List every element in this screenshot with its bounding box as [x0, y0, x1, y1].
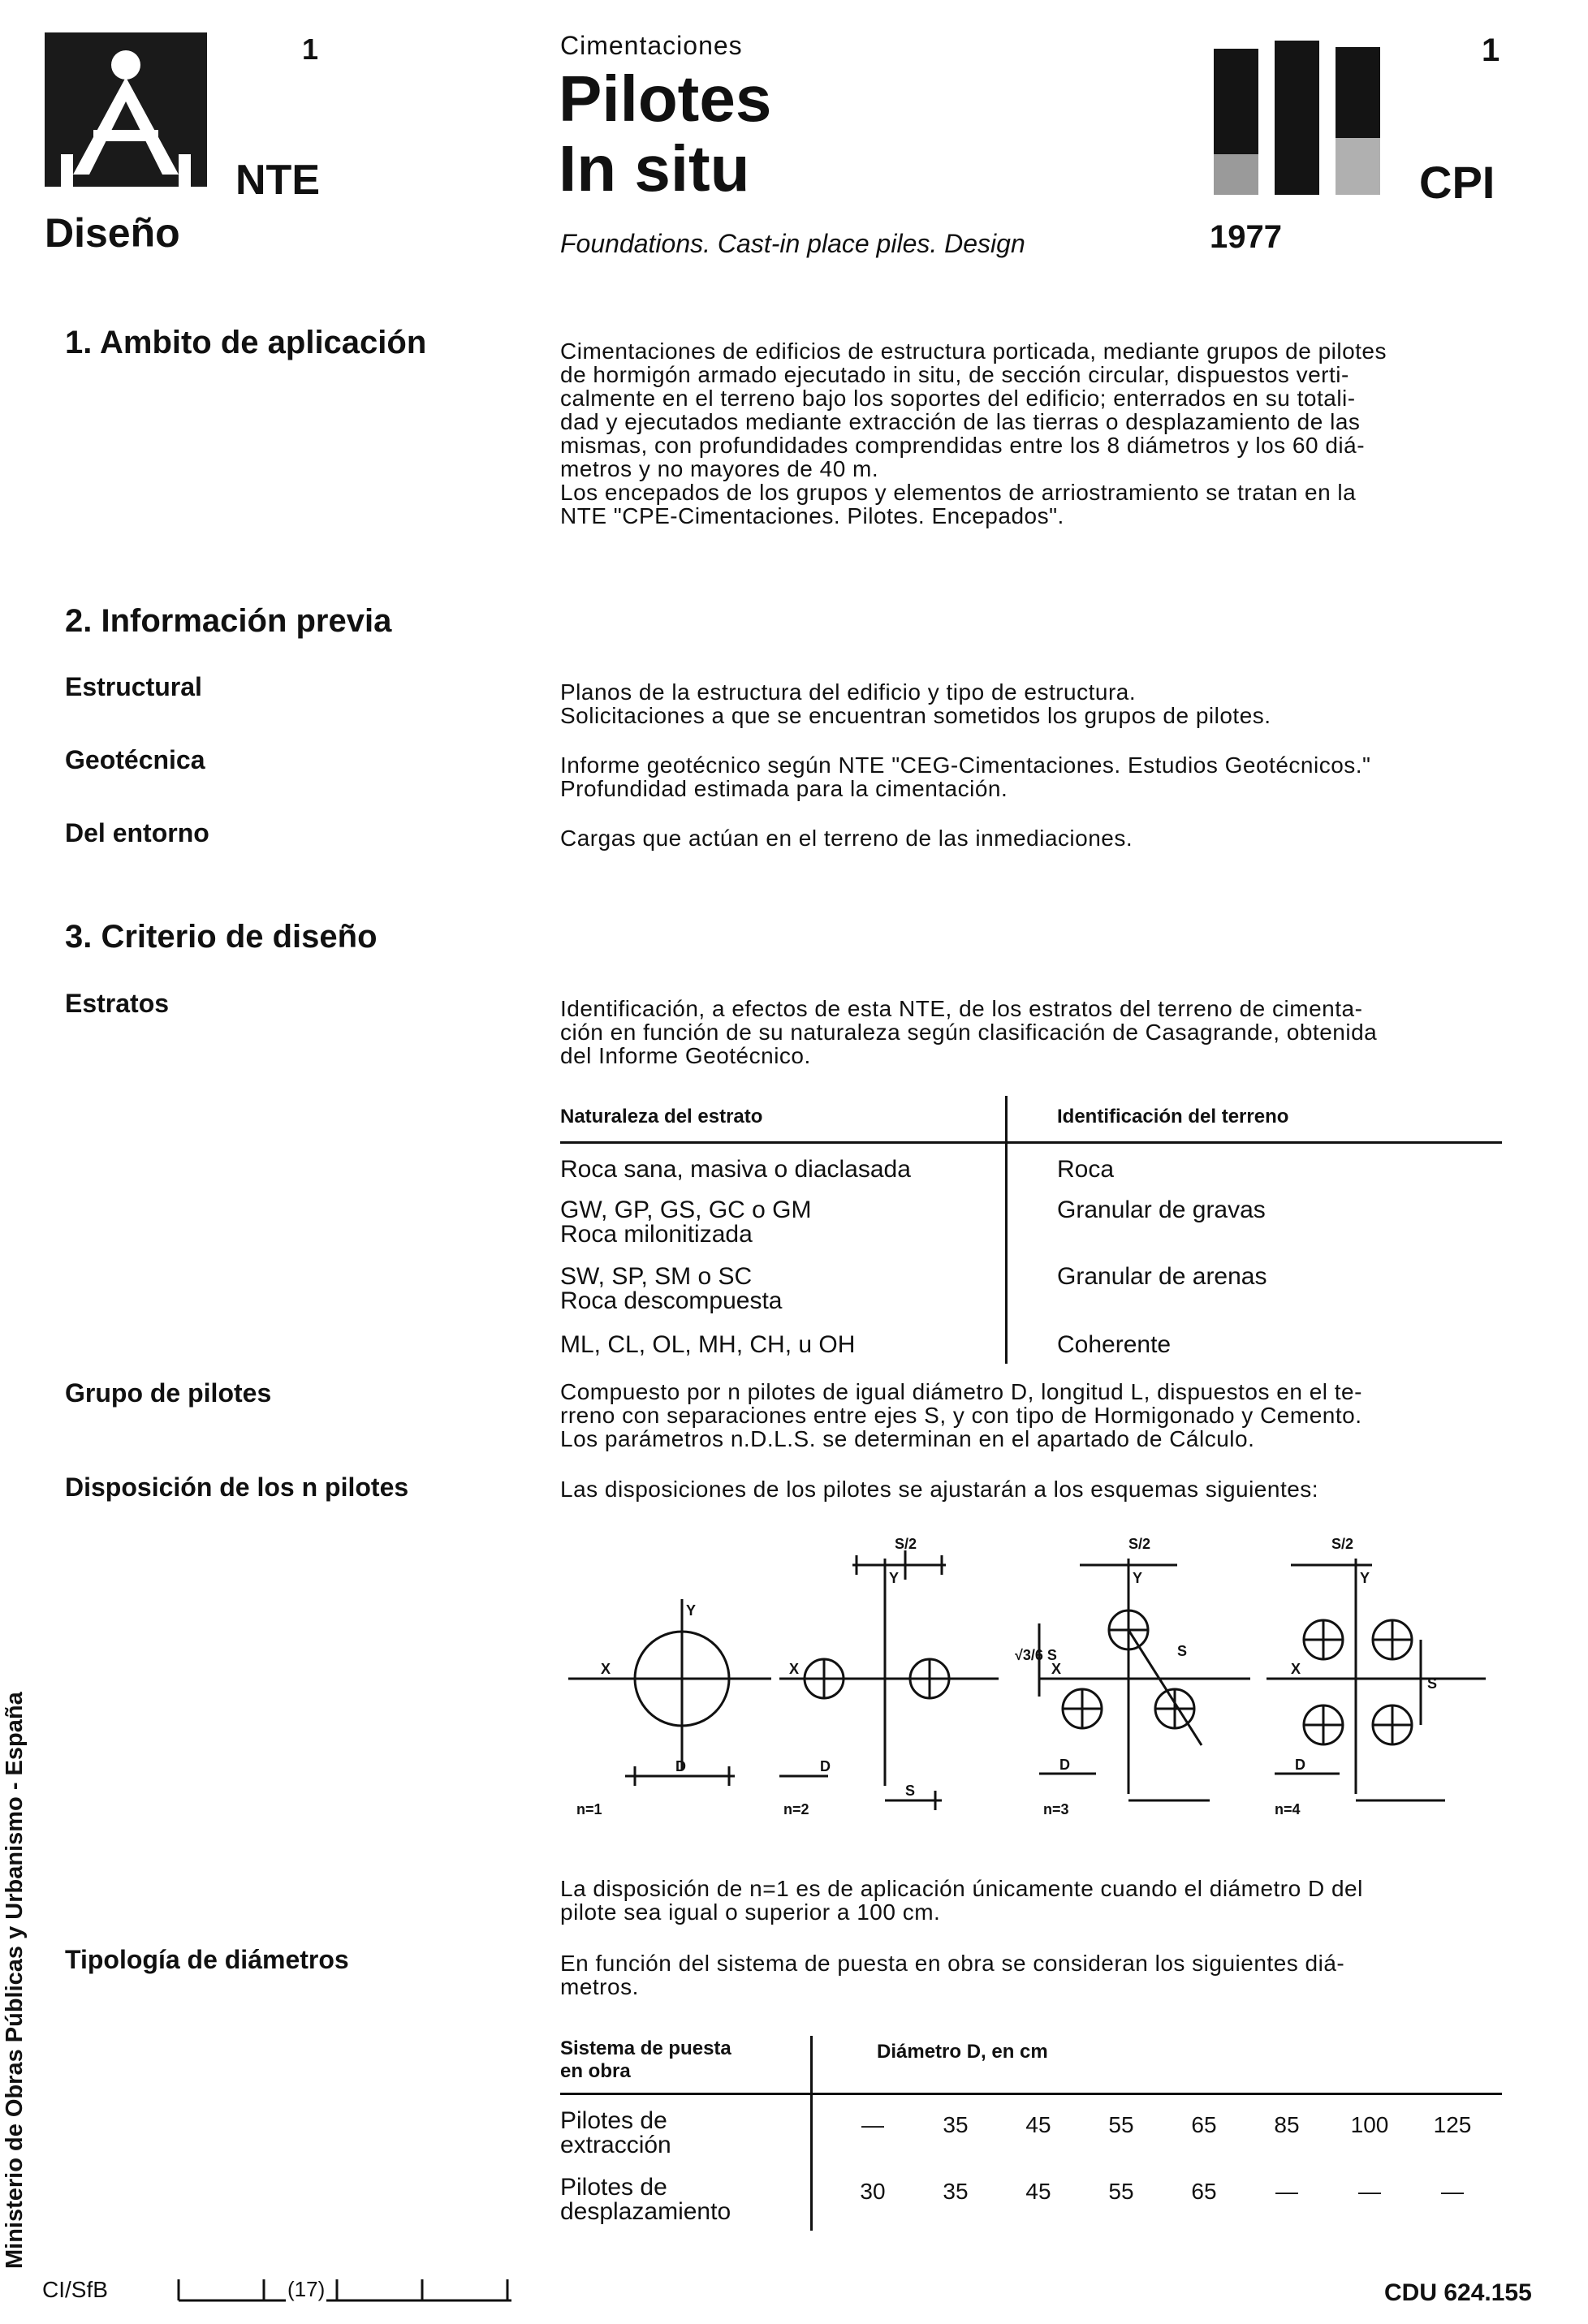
dim-label-d: D	[675, 1758, 686, 1774]
geotecnica-line: Informe geotécnico según NTE "CEG-Cimentaciones. Estudios Geotécnicos."	[560, 752, 1371, 778]
geotecnica-line: Profundidad estimada para la cimentación.	[560, 776, 1008, 801]
s1-line: calmente en el terreno bajo los soportes del edificio; enterrados en su totali-	[560, 386, 1356, 411]
grupo-line: Los parámetros n.D.L.S. se determinan en el apartado de Cálculo.	[560, 1426, 1255, 1451]
axis-label-y: Y	[1360, 1570, 1370, 1586]
entorno-label: Del entorno	[65, 818, 209, 847]
diameter-cell: 65	[1191, 2179, 1217, 2204]
diseno-label: Diseño	[45, 210, 180, 256]
diameter-cell: —	[1441, 2179, 1464, 2204]
sheet-number-right: 1	[1482, 32, 1500, 68]
diameter-cell: 55	[1108, 2179, 1134, 2204]
axis-label-x: X	[1291, 1661, 1301, 1677]
diameter-table	[560, 2036, 1518, 2231]
diagram-n3	[1039, 1559, 1250, 1800]
footer-code-17: (17)	[287, 2277, 326, 2301]
diameter-cell: 30	[860, 2179, 886, 2204]
entorno-text	[560, 826, 1502, 850]
diameter-header-rule	[560, 2093, 1502, 2095]
diameter-header-1b: en obra	[560, 2060, 631, 2082]
year-label: 1977	[1210, 219, 1282, 255]
table-row	[560, 1158, 911, 1182]
category-label: Cimentaciones	[560, 31, 743, 60]
estratos-text	[560, 997, 1502, 1067]
section-2-heading: 2. Información previa	[65, 603, 392, 639]
s1-line: Cimentaciones de edificios de estructura porticada, mediante grupos de pilotes	[560, 338, 1387, 364]
diameter-header-1a: Sistema de puesta	[560, 2037, 731, 2059]
strata-nature: SW, SP, SM o SC	[560, 1263, 753, 1290]
strata-nature-sub: Roca descompuesta	[560, 1287, 783, 1314]
n4-label: n=4	[1275, 1801, 1301, 1817]
footer-cisfb: CI/SfB	[42, 2277, 108, 2302]
diameter-cell: 65	[1191, 2112, 1217, 2137]
diameter-cell: 125	[1433, 2112, 1472, 2137]
diameter-column-rule	[810, 2036, 813, 2231]
dim-label-s2: S/2	[1331, 1536, 1354, 1552]
grupo-line: rreno con separaciones entre ejes S, y con tipo de Hormigonado y Cemento.	[560, 1403, 1362, 1428]
diameter-header-2: Diámetro D, en cm	[877, 2041, 1048, 2063]
note-line: pilote sea igual o superior a 100 cm.	[560, 1899, 941, 1925]
geotecnica-label: Geotécnica	[65, 745, 205, 774]
strata-ident: Granular de arenas	[1057, 1263, 1267, 1290]
diameter-cell: —	[1358, 2179, 1381, 2204]
nte-label: NTE	[235, 157, 320, 204]
disposicion-text: Las disposiciones de los pilotes se ajustarán a los esquemas siguientes:	[560, 1477, 1319, 1502]
strata-nature: GW, GP, GS, GC o GM	[560, 1196, 812, 1223]
estructural-label: Estructural	[65, 672, 202, 701]
diameter-system-sub: extracción	[560, 2132, 671, 2158]
axis-label-x: X	[601, 1661, 611, 1677]
n2-label: n=2	[783, 1801, 809, 1817]
strata-nature: Roca sana, masiva o diaclasada	[560, 1156, 911, 1183]
disposicion-label: Disposición de los n pilotes	[65, 1472, 409, 1502]
diameter-cell: 85	[1274, 2112, 1300, 2137]
estructural-line: Planos de la estructura del edificio y tipo de estructura.	[560, 679, 1137, 705]
diagram-n2	[779, 1550, 999, 1810]
strata-ident: Coherente	[1057, 1331, 1172, 1358]
dim-label-s: S	[905, 1783, 916, 1799]
dim-label-s2: S/2	[1128, 1536, 1151, 1552]
footer-cdu: CDU 624.155	[1384, 2279, 1532, 2306]
n3-label: n=3	[1043, 1801, 1069, 1817]
sheet-number-left: 1	[302, 32, 319, 66]
axis-label-x: X	[789, 1661, 800, 1677]
page-title-line1: Pilotes	[559, 63, 772, 135]
ministry-side-text: Ministerio de Obras Públicas y Urbanismo - España	[2, 1692, 28, 2269]
table-row	[560, 1265, 783, 1313]
diameter-cell: 45	[1025, 2112, 1051, 2137]
cpi-logo	[1210, 41, 1388, 203]
diameter-system: Pilotes de	[560, 2107, 667, 2134]
cpi-code: CPI	[1419, 157, 1495, 208]
estructural-line: Solicitaciones a que se encuentran sometidos los grupos de pilotes.	[560, 703, 1271, 728]
strata-nature-sub: Roca milonitizada	[560, 1221, 753, 1248]
diameter-cell: —	[1275, 2179, 1298, 2204]
n1-note	[560, 1877, 1502, 1924]
footer-cisfb-boxes	[175, 2273, 516, 2305]
section-1-heading: 1. Ambito de aplicación	[65, 325, 427, 360]
dim-label-d: D	[1059, 1757, 1070, 1773]
dim-label-s: S	[1427, 1675, 1438, 1692]
dim-label-s3: √3/6 S	[1015, 1647, 1057, 1663]
estructural-text	[560, 680, 1502, 727]
strata-ident: Granular de gravas	[1057, 1196, 1266, 1223]
tipologia-label: Tipología de diámetros	[65, 1945, 349, 1974]
grupo-text	[560, 1380, 1502, 1451]
pile-arrangement-diagrams	[560, 1526, 1518, 1835]
s1-line: dad y ejecutados mediante extracción de las tierras o desplazamiento de las	[560, 409, 1361, 434]
diameter-cell: 55	[1108, 2112, 1134, 2137]
n1-label: n=1	[576, 1801, 602, 1817]
diameter-cell: 100	[1350, 2112, 1389, 2137]
dim-label-d: D	[1295, 1757, 1305, 1773]
s1-line: NTE "CPE-Cimentaciones. Pilotes. Encepados".	[560, 503, 1064, 528]
diagram-n1	[568, 1599, 771, 1786]
axis-label-y: Y	[686, 1602, 697, 1619]
s1-line: metros y no mayores de 40 m.	[560, 456, 879, 481]
grupo-line: Compuesto por n pilotes de igual diámetro D, longitud L, dispuestos en el te-	[560, 1379, 1362, 1404]
strata-column-rule	[1005, 1096, 1008, 1364]
strata-col-header-1: Naturaleza del estrato	[560, 1106, 763, 1128]
diameter-cell: —	[861, 2112, 884, 2137]
estratos-line: ción en función de su naturaleza según clasificación de Casagrande, obtenida	[560, 1020, 1378, 1045]
section-1-text	[560, 339, 1502, 528]
tipologia-line: metros.	[560, 1974, 639, 1999]
dim-label-s2: S/2	[895, 1536, 917, 1552]
entorno-line: Cargas que actúan en el terreno de las inmediaciones.	[560, 826, 1133, 851]
table-row	[560, 2109, 671, 2158]
diameter-system-sub: desplazamiento	[560, 2198, 731, 2225]
dim-label-d: D	[820, 1758, 831, 1774]
strata-header-rule	[560, 1141, 1502, 1144]
strata-col-header-2: Identificación del terreno	[1057, 1106, 1289, 1128]
diameter-system: Pilotes de	[560, 2174, 667, 2201]
page-title-line2: In situ	[559, 132, 750, 205]
nte-logo	[45, 32, 207, 203]
strata-ident: Roca	[1057, 1156, 1115, 1183]
table-row	[560, 1333, 855, 1357]
table-row	[560, 1198, 812, 1247]
diameter-cell: 35	[943, 2179, 969, 2204]
subtitle-english: Foundations. Cast-in place piles. Design	[560, 229, 1025, 258]
axis-label-y: Y	[889, 1570, 900, 1586]
diameter-cell: 35	[943, 2112, 969, 2137]
geotecnica-text	[560, 753, 1502, 800]
tipologia-line: En función del sistema de puesta en obra se consideran los siguientes diá-	[560, 1951, 1345, 1976]
note-line: La disposición de n=1 es de aplicación únicamente cuando el diámetro D del	[560, 1876, 1363, 1901]
dim-label-s: S	[1177, 1643, 1188, 1659]
strata-nature: ML, CL, OL, MH, CH, u OH	[560, 1331, 856, 1358]
diameter-cell: 45	[1025, 2179, 1051, 2204]
estratos-label: Estratos	[65, 989, 170, 1018]
s1-line: mismas, con profundidades comprendidas entre los 8 diámetros y los 60 diá-	[560, 433, 1366, 458]
axis-label-x: X	[1051, 1661, 1062, 1677]
tipologia-text	[560, 1951, 1502, 1998]
estratos-line: Identificación, a efectos de esta NTE, de los estratos del terreno de cimenta-	[560, 996, 1363, 1021]
s1-line: Los encepados de los grupos y elementos de arriostramiento se tratan en la	[560, 480, 1357, 505]
section-3-heading: 3. Criterio de diseño	[65, 919, 378, 955]
grupo-label: Grupo de pilotes	[65, 1378, 272, 1408]
table-row	[560, 2175, 731, 2224]
strata-table	[560, 1096, 1502, 1364]
axis-label-y: Y	[1133, 1570, 1143, 1586]
estratos-line: del Informe Geotécnico.	[560, 1043, 811, 1068]
s1-line: de hormigón armado ejecutado in situ, de sección circular, dispuestos verti-	[560, 362, 1349, 387]
